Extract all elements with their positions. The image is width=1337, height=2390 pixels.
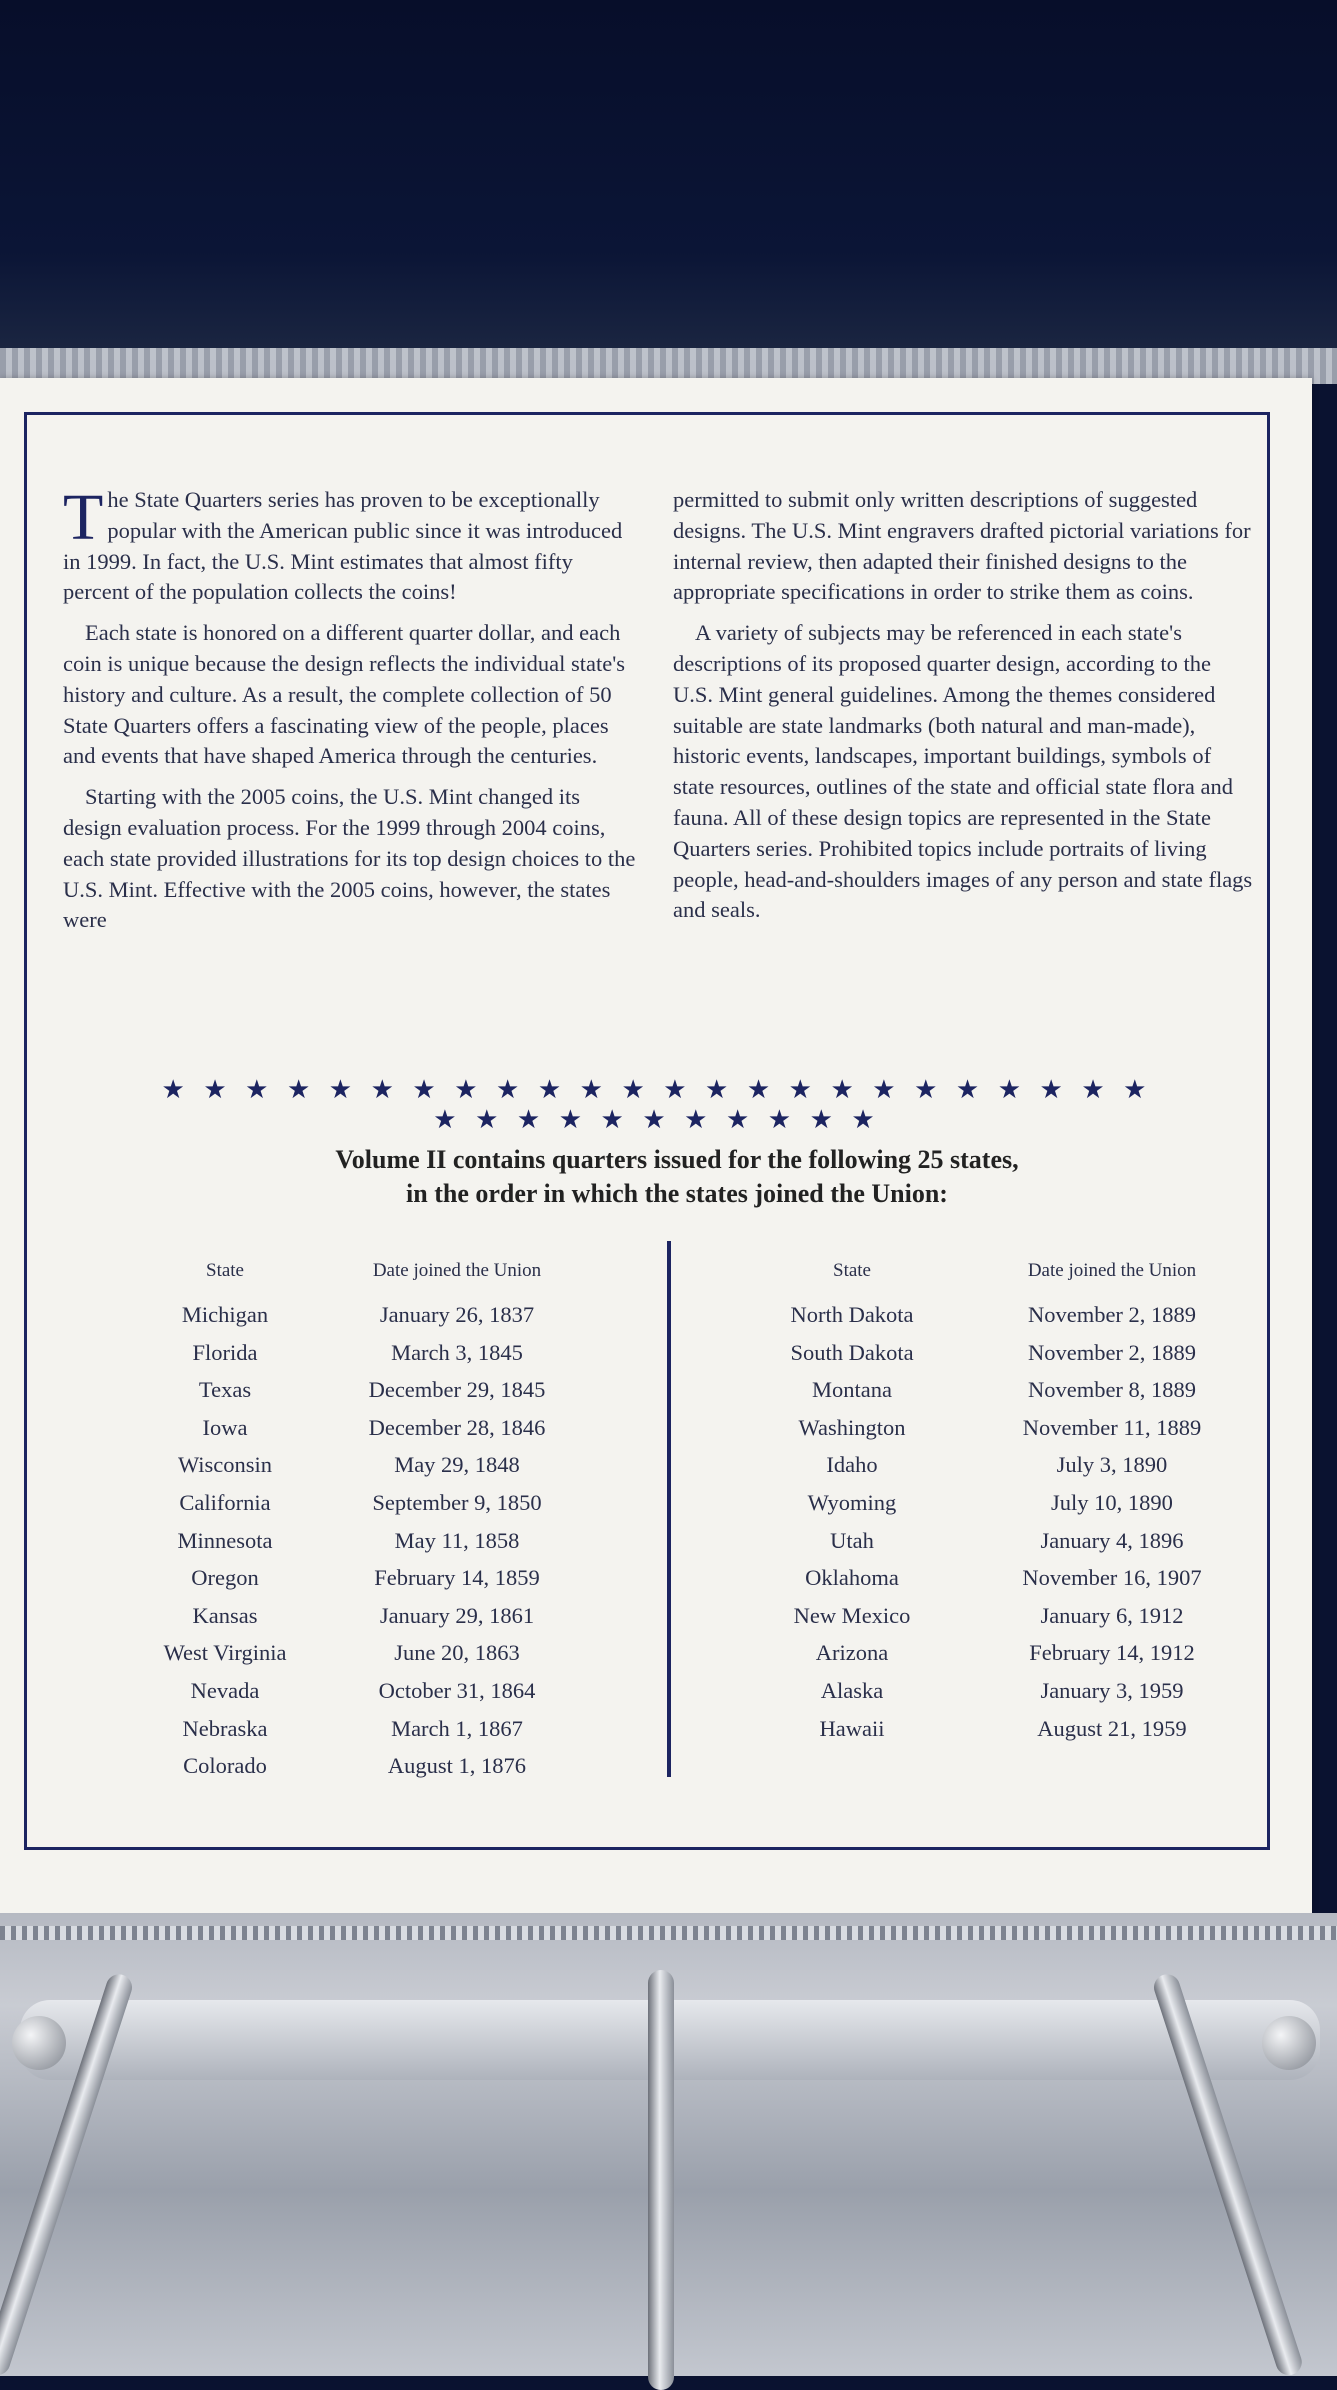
date-joined: December 29, 1845 [368,1377,546,1403]
date-joined: August 1, 1876 [387,1753,527,1779]
drop-cap: T [63,481,104,554]
table-header [127,1260,687,1282]
table-row [727,1634,1287,1672]
intro-paragraph-4: permitted to submit only written descriptions of suggested designs. The U.S. Mint engravers drafted pictorial variations for internal review, then adapted their finished designs to the appropriate specifications in order to strike them as coins. [673,487,1251,605]
header-state: State [206,1260,244,1281]
date-joined: November 2, 1889 [1027,1302,1197,1327]
intro-paragraph-5: A variety of subjects may be referenced in each state's descriptions of its proposed quarter design, according to the U.S. Mint general guidelines. Among the themes considered suitable are state landmarks (both natural and man-made), historic events, landscapes, important buildings, symbols of state resources, outlines of the state and official state flora and fauna. All of these design topics are represented in the State Quarters series. Prohibited topics include portraits of living people, head-and-shoulders images of any person and state flags and seals. [673,620,1253,923]
state-name: Arizona [815,1640,889,1666]
table-row [127,1597,687,1635]
state-name: West Virginia [163,1640,287,1666]
date-joined: December 28, 1846 [368,1414,546,1440]
table-row [127,1634,687,1672]
intro-paragraph-3: Starting with the 2005 coins, the U.S. Mint changed its design evaluation process. For the 1999 through 2004 coins, each state provided illustrations for its top design choices to the U.S. Mint. Effective with the 2005 coins, however, the states were [63,784,636,933]
date-joined: November 11, 1889 [1022,1414,1202,1440]
table-row [127,1710,687,1748]
state-name: Michigan [181,1302,269,1327]
table-row [727,1672,1287,1710]
state-name: Colorado [183,1753,267,1779]
date-joined: January 6, 1912 [1040,1602,1184,1628]
date-joined: May 11, 1858 [394,1527,520,1553]
table-body-left [127,1296,687,1785]
state-name: Utah [830,1527,874,1553]
rivet-icon [12,2016,66,2070]
table-row [727,1522,1287,1560]
intro-right-column [673,485,1253,936]
state-name: Texas [198,1377,252,1403]
header-date: Date joined the Union [1027,1260,1197,1281]
dark-backdrop [0,0,1337,360]
table-row [127,1672,687,1710]
state-name: Iowa [202,1414,248,1440]
table-row [727,1597,1287,1635]
state-name: Montana [812,1377,892,1403]
binder-ring-center [648,1970,674,2390]
state-name: Oklahoma [805,1565,899,1591]
date-joined: July 3, 1890 [1056,1452,1168,1478]
state-name: South Dakota [790,1339,914,1365]
state-name: Minnesota [177,1527,273,1553]
table-row [127,1484,687,1522]
states-table-left [127,1260,687,1785]
star-divider: ★ ★ ★ ★ ★ ★ ★ ★ ★ ★ ★ ★ ★ ★ ★ ★ ★ ★ ★ ★ ★ ★ ★ ★ ★ ★ ★ ★ ★ ★ ★ ★ ★ ★ ★ [161,1075,1153,1134]
table-body-right [727,1296,1287,1747]
sleeve-stitching [0,1926,1337,1940]
state-name: Nebraska [182,1715,268,1741]
table-row [127,1559,687,1597]
table-row [127,1446,687,1484]
state-name: Kansas [192,1602,258,1628]
state-name: Wyoming [807,1489,897,1515]
date-joined: January 29, 1861 [379,1602,535,1628]
state-name: Hawaii [819,1715,885,1741]
state-name: Alaska [820,1677,884,1703]
header-date: Date joined the Union [372,1260,542,1281]
header-state: State [833,1260,871,1281]
intro-left-column [63,481,643,946]
intro-paragraph-1-text: he State Quarters series has proven to be exceptionally popular with the American public since it was introduced in 1999. In fact, the U.S. Mint estimates that almost fifty percent of the population collects the coins! [63,487,623,605]
table-row [127,1522,687,1560]
table-row [727,1296,1287,1334]
date-joined: February 14, 1859 [374,1565,540,1591]
table-row [727,1334,1287,1372]
table-row [727,1371,1287,1409]
volume-heading [177,1143,1177,1211]
page-border-frame [24,412,1270,1850]
table-row [727,1710,1287,1748]
state-name: Oregon [191,1565,259,1591]
table-row [127,1371,687,1409]
state-name: North Dakota [790,1302,914,1327]
state-name: Nevada [190,1677,260,1703]
date-joined: November 16, 1907 [1022,1565,1202,1591]
state-name: New Mexico [793,1602,911,1628]
volume-heading-line-2: in the order in which the states joined the Union: [406,1179,948,1208]
date-joined: August 21, 1959 [1037,1715,1187,1741]
date-joined: January 26, 1837 [379,1302,535,1327]
state-name: California [179,1489,271,1515]
intro-paragraph-2: Each state is honored on a different quarter dollar, and each coin is unique because the design reflects the individual state's history and culture. As a result, the complete collection of 50 State Quarters offers a fascinating view of the people, places and events that have shaped America through the centuries. [63,620,626,769]
state-name: Idaho [826,1452,878,1478]
states-table-right [727,1260,1287,1747]
date-joined: November 8, 1889 [1027,1377,1197,1403]
date-joined: January 3, 1959 [1040,1677,1184,1703]
date-joined: February 14, 1912 [1029,1640,1195,1666]
table-row [727,1484,1287,1522]
state-name: Wisconsin [177,1452,273,1478]
date-joined: November 2, 1889 [1027,1339,1197,1365]
table-row [727,1559,1287,1597]
date-joined: March 3, 1845 [391,1339,523,1365]
date-joined: May 29, 1848 [394,1452,520,1478]
state-name: Florida [192,1339,258,1365]
table-row [127,1334,687,1372]
table-row [127,1296,687,1334]
date-joined: July 10, 1890 [1051,1489,1173,1515]
table-row [127,1747,687,1785]
rivet-icon [1262,2016,1316,2070]
table-row [127,1409,687,1447]
table-row [727,1446,1287,1484]
date-joined: March 1, 1867 [391,1715,523,1741]
volume-heading-line-1: Volume II contains quarters issued for the following 25 states, [335,1145,1019,1174]
date-joined: October 31, 1864 [378,1677,536,1703]
date-joined: June 20, 1863 [394,1640,520,1666]
date-joined: September 9, 1850 [372,1489,542,1515]
intro-paragraph-1 [63,481,643,608]
album-page [0,378,1312,1913]
table-header [727,1260,1287,1282]
state-name: Washington [798,1414,906,1440]
date-joined: January 4, 1896 [1040,1527,1184,1553]
table-row [727,1409,1287,1447]
